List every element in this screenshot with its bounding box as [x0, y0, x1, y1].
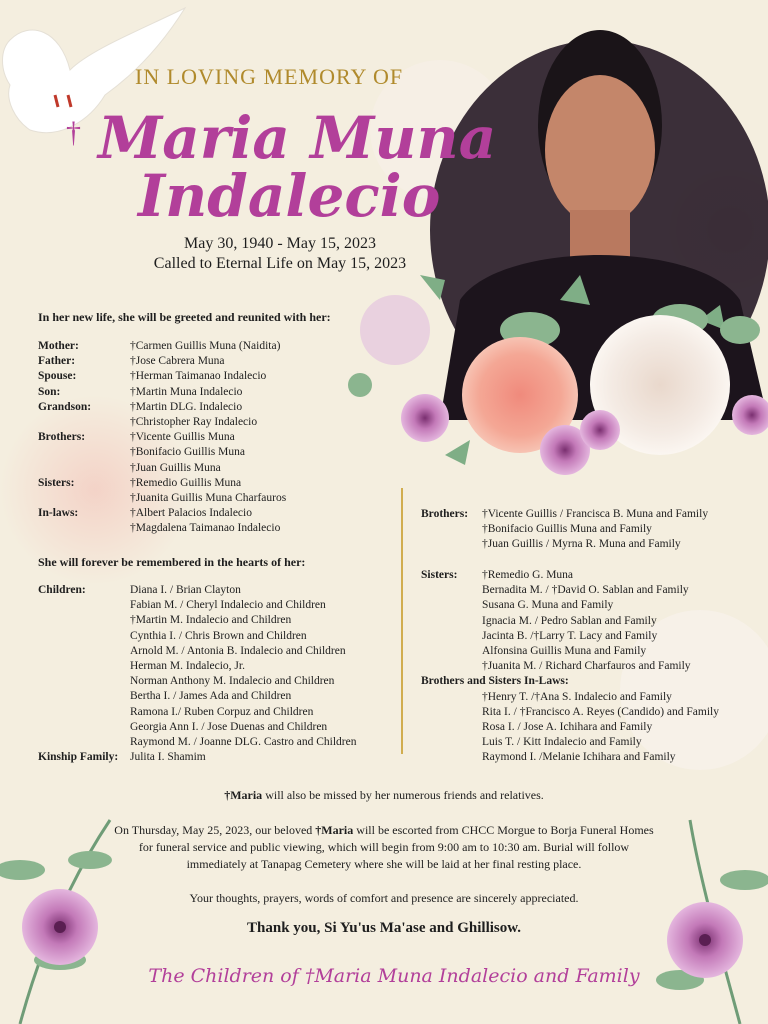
- kinship-label: Kinship Family:: [38, 751, 119, 764]
- missed-statement: [60, 787, 708, 804]
- sister-name: Susana G. Muna and Family: [482, 599, 614, 612]
- sister-name: Jacinta B. /†Larry T. Lacy and Family: [482, 629, 658, 642]
- brothers-label: Brothers:: [421, 508, 469, 520]
- relation-label: Father:: [38, 355, 76, 368]
- relation-name: †Martin Muna Indalecio: [130, 385, 243, 398]
- child-name: Georgia Ann I. / Jose Duenas and Children: [130, 720, 328, 733]
- relation-name: †Vicente Guillis Muna: [130, 431, 235, 444]
- relation-name: †Christopher Ray Indalecio: [130, 416, 258, 428]
- relation-name: †Juan Guillis Muna: [130, 461, 221, 474]
- child-name: Fabian M. / Cheryl Indalecio and Children: [130, 599, 326, 612]
- relation-name: †Albert Palacios Indalecio: [130, 507, 252, 520]
- relation-name: †Jose Cabrera Muna: [130, 355, 225, 368]
- greeted-list: [38, 339, 398, 539]
- siblings-list: [421, 507, 751, 769]
- relation-label: Spouse:: [38, 370, 77, 383]
- kinship-name: Julita I. Shamim: [130, 751, 206, 764]
- sister-name: †Juanita M. / Richard Charfauros and Family: [482, 660, 691, 673]
- child-name: Ramona I./ Ruben Corpuz and Children: [130, 705, 314, 718]
- inlaw-name: †Henry T. /†Ana S. Indalecio and Family: [482, 690, 672, 703]
- greeted-intro: In her new life, she will be greeted and reunited with her:: [38, 310, 331, 324]
- sister-name: Ignacia M. / Pedro Sablan and Family: [482, 614, 657, 627]
- service-name: †Maria: [315, 823, 354, 837]
- missed-text: will also be missed by her numerous friends and relatives.: [262, 788, 544, 802]
- relation-label: Sisters:: [38, 476, 75, 489]
- column-divider: [401, 488, 403, 754]
- thoughts-statement: Your thoughts, prayers, words of comfort and presence are sincerely appreciated.: [189, 891, 579, 905]
- thanks-statement: Thank you, Si Yu'us Ma'ase and Ghillisow.: [247, 920, 521, 936]
- relation-name: †Remedio Guillis Muna: [130, 476, 242, 489]
- cross-icon: †: [66, 116, 81, 149]
- service-text-4: immediately at Tanapag Cemetery where she will be laid at her final resting place.: [186, 857, 582, 871]
- child-name: Diana I. / Brian Clayton: [130, 584, 241, 596]
- inlaws-label: Brothers and Sisters In-Laws:: [421, 675, 569, 688]
- deceased-name-first: Maria Muna: [98, 104, 497, 172]
- brother-name: †Vicente Guillis / Francisca B. Muna and Family: [482, 508, 709, 520]
- child-name: †Martin M. Indalecio and Children: [130, 614, 292, 627]
- child-name: Arnold M. / Antonia B. Indalecio and Children: [130, 644, 346, 657]
- birth-death-dates: May 30, 1940 - May 15, 2023: [184, 235, 376, 252]
- relation-name: †Bonifacio Guillis Muna: [130, 446, 245, 459]
- relation-name: †Carmen Guillis Muna (Naidita): [130, 340, 281, 352]
- sister-name: Bernadita M. / †David O. Sablan and Family: [482, 584, 689, 597]
- children-list: [38, 583, 398, 768]
- relation-label: Grandson:: [38, 400, 92, 413]
- relation-name: †Herman Taimanao Indalecio: [130, 370, 267, 383]
- service-text-3: for funeral service and public viewing, which will begin from 9:00 am to 10:30 am. Burial will follow: [138, 840, 630, 854]
- memorial-header: IN LOVING MEMORY OF: [135, 64, 404, 89]
- service-announcement: [60, 822, 708, 873]
- sister-name: †Remedio G. Muna: [482, 569, 574, 581]
- deceased-name-last: Indalecio: [138, 162, 441, 230]
- relation-label: In-laws:: [38, 507, 79, 520]
- inlaw-name: Rosa I. / Jose A. Ichihara and Family: [482, 721, 653, 733]
- child-name: Herman M. Indalecio, Jr.: [130, 660, 245, 672]
- children-label: Children:: [38, 584, 86, 596]
- family-signature: The Children of †Maria Muna Indalecio and Family: [148, 965, 640, 987]
- inlaw-name: Luis T. / Kitt Indalecio and Family: [482, 736, 642, 749]
- inlaw-name: Rita I. / †Francisco A. Reyes (Candido) and Family: [482, 705, 719, 718]
- service-text-2: will be escorted from CHCC Morgue to Borja Funeral Homes: [353, 823, 654, 837]
- missed-name: †Maria: [224, 788, 263, 802]
- relation-label: Brothers:: [38, 431, 86, 444]
- eternal-life-date: Called to Eternal Life on May 15, 2023: [153, 255, 407, 272]
- child-name: Raymond M. / Joanne DLG. Castro and Children: [130, 736, 357, 748]
- sisters-label: Sisters:: [421, 569, 458, 581]
- relation-label: Mother:: [38, 340, 79, 352]
- relation-name: †Martin DLG. Indalecio: [130, 400, 243, 413]
- relation-label: Son:: [38, 385, 61, 398]
- child-name: Cynthia I. / Chris Brown and Children: [130, 629, 307, 642]
- child-name: Bertha I. / James Ada and Children: [130, 690, 292, 703]
- inlaw-name: Raymond I. /Melanie Ichihara and Family: [482, 751, 676, 764]
- brother-name: †Juan Guillis / Myrna R. Muna and Family: [482, 538, 681, 551]
- remembered-intro: She will forever be remembered in the hearts of her:: [38, 555, 306, 569]
- brother-name: †Bonifacio Guillis Muna and Family: [482, 523, 652, 536]
- service-text-1: On Thursday, May 25, 2023, our beloved: [114, 823, 316, 837]
- sister-name: Alfonsina Guillis Muna and Family: [482, 645, 647, 657]
- child-name: Norman Anthony M. Indalecio and Children: [130, 675, 335, 688]
- relation-name: †Magdalena Taimanao Indalecio: [130, 522, 281, 535]
- life-dates: [135, 234, 425, 274]
- relation-name: †Juanita Guillis Muna Charfauros: [130, 492, 287, 504]
